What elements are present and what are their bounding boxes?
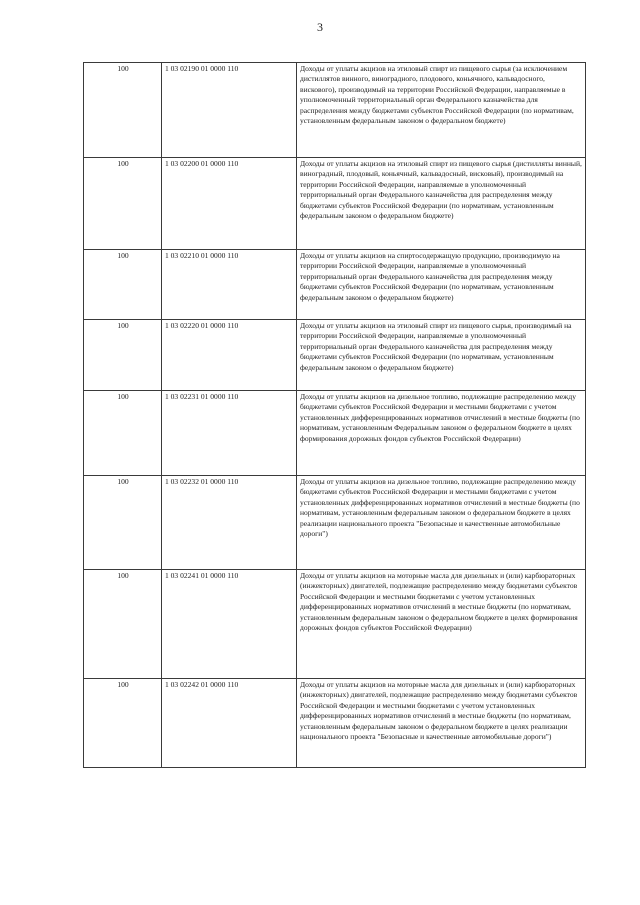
admin-code-cell: 100 bbox=[84, 679, 162, 768]
description-cell: Доходы от уплаты акцизов на моторные масла для дизельных и (или) карбюраторных (инжекторных) двигателей, подлежащие распределению между бюджетами субъектов Российской Федерации и местными бюджетами с учетом установленных дифференцированных нормативов отчислений в местные бюджеты (по нормативам, установленным федеральным законом о федеральном бюджете в целях реализации национального проекта "Безопасные и качественные автомобильные дороги") bbox=[297, 679, 586, 768]
budget-code-cell: 1 03 02210 01 0000 110 bbox=[162, 250, 297, 320]
budget-code-cell: 1 03 02220 01 0000 110 bbox=[162, 320, 297, 391]
description-cell: Доходы от уплаты акцизов на дизельное топливо, подлежащие распределению между бюджетами субъектов Российской Федерации и местными бюджетами с учетом установленных дифференцированных нормативов отчислений в местные бюджеты (по нормативам, установленным Федеральным законом о федеральном бюджете в целях формирования дорожных фондов субъектов Российской Федерации) bbox=[297, 391, 586, 476]
table-row bbox=[84, 63, 586, 158]
description-cell: Доходы от уплаты акцизов на этиловый спирт из пищевого сырья, производимый на территории Российской Федерации, направляемые в уполномоченный территориальный орган Федерального казначейства для распределения между бюджетами субъектов Российской Федерации (по нормативам, установленным федеральным законом о федеральном бюджете) bbox=[297, 320, 586, 391]
table-row bbox=[84, 391, 586, 476]
table-row bbox=[84, 250, 586, 320]
description-cell: Доходы от уплаты акцизов на дизельное топливо, подлежащие распределению между бюджетами субъектов Российской Федерации и местными бюджетами с учетом установленных дифференцированных нормативов отчислений в местные бюджеты (по нормативам, установленным федеральным законом о федеральном бюджете в целях реализации национального проекта "Безопасные и качественные автомобильные дороги") bbox=[297, 476, 586, 570]
description-cell: Доходы от уплаты акцизов на моторные масла для дизельных и (или) карбюраторных (инжекторных) двигателей, подлежащие распределению между бюджетами субъектов Российской Федерации и местными бюджетами с учетом установленных дифференцированных нормативов отчислений в местные бюджеты (по нормативам, установленным федеральным законом о федеральном бюджете в целях формирования дорожных фондов субъектов Российской Федерации) bbox=[297, 570, 586, 679]
admin-code-cell: 100 bbox=[84, 391, 162, 476]
admin-code-cell: 100 bbox=[84, 250, 162, 320]
budget-code-cell: 1 03 02190 01 0000 110 bbox=[162, 63, 297, 158]
budget-code-cell: 1 03 02242 01 0000 110 bbox=[162, 679, 297, 768]
budget-code-cell: 1 03 02231 01 0000 110 bbox=[162, 391, 297, 476]
admin-code-cell: 100 bbox=[84, 158, 162, 250]
description-cell: Доходы от уплаты акцизов на этиловый спирт из пищевого сырья (дистилляты винный, виноградный, плодовый, коньячный, кальвадосный, висковый), производимый на территории Российской Федерации, направляемые в уполномоченный территориальный орган Федерального казначейства для распределения между бюджетами субъектов Российской Федерации (по нормативам, установленным федеральным законом о федеральном бюджете) bbox=[297, 158, 586, 250]
description-cell: Доходы от уплаты акцизов на этиловый спирт из пищевого сырья (за исключением дистиллятов винного, виноградного, плодового, коньячного, кальвадосного, вискового), производимый на территории Российской Федерации, направляемые в уполномоченный территориальный орган Федерального казначейства для распределения между бюджетами субъектов Российской Федерации (по нормативам, установленным федеральным законом о федеральном бюджете) bbox=[297, 63, 586, 158]
table-row bbox=[84, 570, 586, 679]
budget-code-cell: 1 03 02241 01 0000 110 bbox=[162, 570, 297, 679]
admin-code-cell: 100 bbox=[84, 320, 162, 391]
budget-code-cell: 1 03 02232 01 0000 110 bbox=[162, 476, 297, 570]
admin-code-cell: 100 bbox=[84, 63, 162, 158]
table-row bbox=[84, 679, 586, 768]
table-row bbox=[84, 158, 586, 250]
budget-code-cell: 1 03 02200 01 0000 110 bbox=[162, 158, 297, 250]
table-row bbox=[84, 320, 586, 391]
admin-code-cell: 100 bbox=[84, 476, 162, 570]
revenue-table-body bbox=[84, 63, 586, 768]
admin-code-cell: 100 bbox=[84, 570, 162, 679]
description-cell: Доходы от уплаты акцизов на спиртосодержащую продукцию, производимую на территории Российской Федерации, направляемые в уполномоченный территориальный орган Федерального казначейства для распределения между бюджетами субъектов Российской Федерации (по нормативам, установленным федеральным законом о федеральном бюджете) bbox=[297, 250, 586, 320]
table-row bbox=[84, 476, 586, 570]
page-number: 3 bbox=[317, 20, 323, 34]
revenue-table bbox=[83, 62, 586, 768]
